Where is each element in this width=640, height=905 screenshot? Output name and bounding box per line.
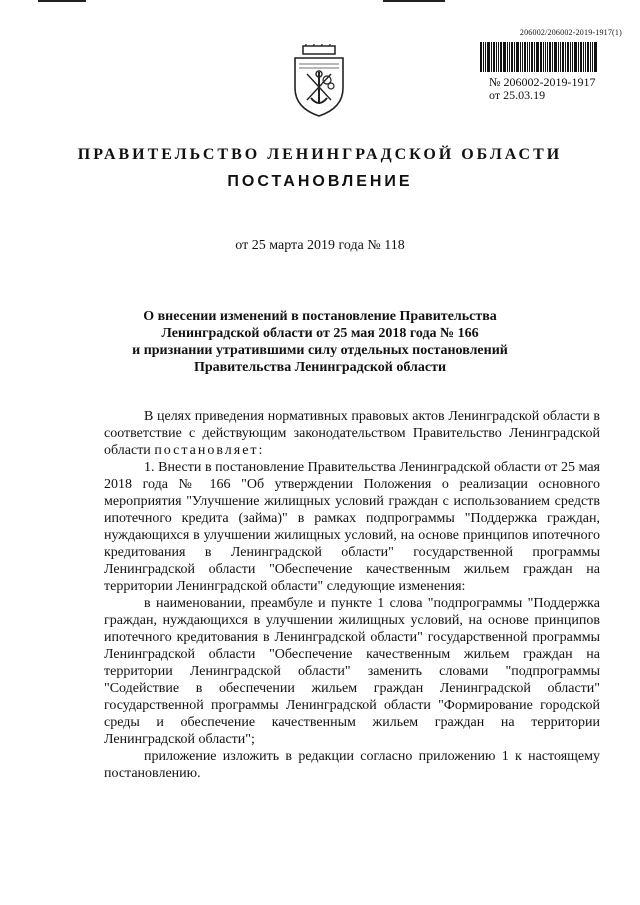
- body-paragraph: приложение изложить в редакции согласно приложению 1 к настоящему постановлению.: [104, 749, 600, 781]
- body-paragraph: в наименовании, преамбуле и пункте 1 слова "подпрограммы "Поддержка граждан, нуждающихся в улучшении жилищных условий, на основе принципов ипотечного кредитования в Ленинградской области" государственной программы Ленинградской области "Обеспечение качественным жильем граждан на территории Ленинградской области" заменить словами "подпрограммы "Содействие в обеспечении жильем граждан Ленинградской области" государственной программы Ленинградской области "Формирование городской среды и обеспечение качественным жильем граждан на территории Ленинградской области";: [104, 596, 600, 747]
- barcode-bar: [503, 42, 506, 72]
- barcode-bar: [520, 42, 521, 72]
- barcode-bar: [592, 42, 593, 72]
- barcode-bar: [540, 42, 542, 72]
- barcode-bar: [552, 42, 553, 72]
- barcode-bar: [483, 42, 484, 72]
- barcode-bar: [509, 42, 510, 72]
- barcode-bar: [496, 42, 497, 72]
- barcode-bar: [480, 42, 482, 72]
- barcode-bar: [585, 42, 586, 72]
- document-type: ПОСТАНОВЛЕНИЕ: [227, 173, 413, 190]
- barcode-bar: [536, 42, 539, 72]
- document-title: [0, 308, 640, 376]
- barcode-bar: [583, 42, 584, 72]
- barcode-bar: [491, 42, 492, 72]
- registration-code: 206002/206002-2019-1917(1): [519, 28, 622, 37]
- barcode-bar: [543, 42, 544, 72]
- title-line: Правительства Ленинградской области: [193, 360, 447, 375]
- barcode-bar: [534, 42, 535, 72]
- barcode-bar: [570, 42, 571, 72]
- barcode-bar: [545, 42, 546, 72]
- barcode-bar: [554, 42, 557, 72]
- barcode-bar: [562, 42, 564, 72]
- title-line: О внесении изменений в постановление Правительства: [143, 309, 497, 324]
- registration-stamp: [489, 76, 595, 102]
- barcode-bar: [578, 42, 579, 72]
- barcode-bar: [514, 42, 515, 72]
- body-paragraph: 1. Внести в постановление Правительства Ленинградской области от 25 мая 2018 года № 166 "Об утверждении Положения о реализации основного мероприятия "Улучшение жилищных условий граждан с использованием средств ипотечного кредита (займа)" в рамках подпрограммы "Поддержка граждан, нуждающихся в улучшении жилищных условий, на основе принципов ипотечного кредитования в Ленинградской области" государственной программы Ленинградской области "Обеспечение качественным жильем граждан на территории Ленинградской области" следующие изменения:: [104, 460, 600, 594]
- barcode-bar: [574, 42, 577, 72]
- organization-name: ПРАВИТЕЛЬСТВО ЛЕНИНГРАДСКОЙ ОБЛАСТИ: [77, 146, 563, 163]
- barcode-bar: [522, 42, 523, 72]
- barcode-bar: [572, 42, 573, 72]
- barcode-bar: [507, 42, 508, 72]
- barcode-bar: [560, 42, 561, 72]
- registration-date: от 25.03.19: [489, 88, 546, 102]
- barcode-bar: [527, 42, 528, 72]
- coat-of-arms-icon: [289, 44, 349, 118]
- title-line: Ленинградской области от 25 мая 2018 года № 166: [161, 326, 479, 341]
- barcode-bar: [547, 42, 548, 72]
- registration-number: № 206002-2019-1917: [489, 75, 596, 89]
- barcode-bar: [524, 42, 526, 72]
- barcode-bar: [529, 42, 530, 72]
- barcode-bar: [485, 42, 486, 72]
- scan-edge-line: [38, 0, 86, 2]
- barcode-bar: [531, 42, 533, 72]
- barcode-bar: [500, 42, 502, 72]
- title-line: и признании утратившими силу отдельных постановлений: [132, 343, 508, 358]
- barcode-bar: [511, 42, 513, 72]
- preamble-text: В целях приведения нормативных правовых актов Ленинградской области в соответствие с действующим законодательством Правительство Ленинградской области: [104, 409, 600, 458]
- barcode-bar: [565, 42, 566, 72]
- barcode-bar: [567, 42, 569, 72]
- document-date-number: от 25 марта 2019 года № 118: [235, 238, 405, 253]
- barcode-bar: [498, 42, 499, 72]
- barcode-bar: [516, 42, 519, 72]
- barcode-icon: [480, 42, 620, 72]
- barcode-bar: [590, 42, 591, 72]
- barcode-bar: [594, 42, 597, 72]
- barcode-bar: [558, 42, 559, 72]
- barcode-bar: [487, 42, 490, 72]
- scan-edge-line: [383, 0, 445, 2]
- document-body: [104, 408, 600, 782]
- barcode-bar: [493, 42, 495, 72]
- barcode-bar: [587, 42, 589, 72]
- preamble-paragraph: [104, 408, 600, 459]
- preamble-verb: постановляет:: [154, 443, 265, 458]
- barcode-bar: [549, 42, 551, 72]
- barcode-bar: [580, 42, 582, 72]
